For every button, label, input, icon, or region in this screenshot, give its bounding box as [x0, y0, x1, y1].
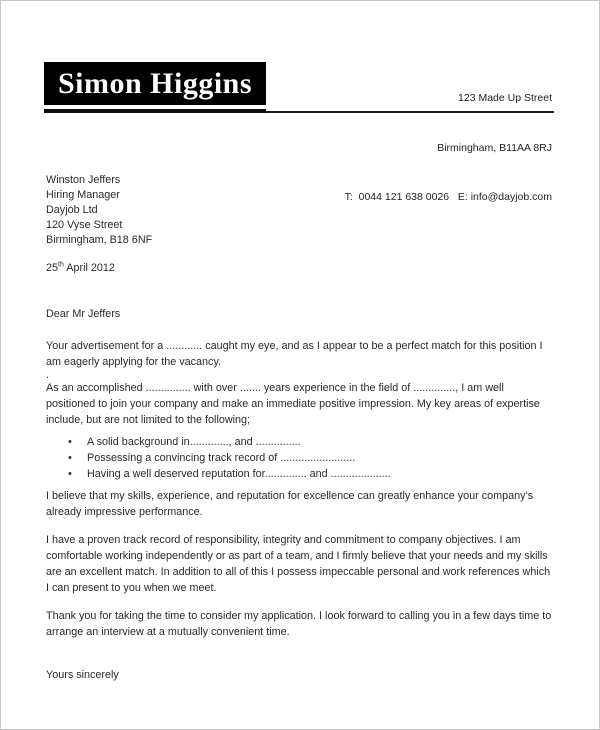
recipient-title: Hiring Manager: [46, 189, 120, 201]
paragraph-thank-you: Thank you for taking the time to consider my application. I look forward to calling you in a few days time to arrange an interview at a mutually convenient time.: [46, 610, 552, 638]
bullet-item: [46, 450, 554, 466]
paragraph-experience: As an accomplished ............... with over ....... years experience in the field of .............., I am well positioned to join your company and make an immediate positive impression. My key areas of expertise include, but are not limited to the following;: [46, 382, 540, 426]
date-day: 25: [46, 262, 59, 274]
recipient-name: Winston Jeffers: [46, 174, 121, 186]
stray-period: .: [46, 369, 49, 381]
expertise-bullet-list: [46, 434, 554, 482]
recipient-company: Dayjob Ltd: [46, 204, 98, 216]
bullet-icon: [46, 450, 87, 466]
date-ordinal-suffix: th: [58, 261, 64, 269]
letterhead-name-box: [44, 62, 266, 105]
recipient-street: 120 Vyse Street: [46, 219, 123, 231]
letterhead-name: Simon Higgins: [57, 66, 253, 100]
bullet-item: [46, 466, 554, 482]
paragraph-track-record: I have a proven track record of responsibility, integrity and commitment to company objectives. I am comfortable working independently or as part of a team, and I firmly believe that your needs and my skills are an excellent match. In addition to all of this I possess impeccable personal and work references which I can present to you when we meet.: [46, 534, 551, 594]
bullet-item: [46, 434, 554, 450]
closing-sign-off: Yours sincerely: [46, 669, 119, 681]
sender-phone-email: T: 0044 121 638 0026 E: info@dayjob.com: [344, 191, 552, 203]
paragraph-intro: Your advertisement for a ............ caught my eye, and as I appear to be a perfect match for this position I am eagerly applying for the vacancy.: [46, 340, 543, 368]
paragraph-skills: I believe that my skills, experience, and reputation for excellence can greatly enhance your company’s already impressive performance.: [46, 490, 534, 518]
bullet-text: Possessing a convincing track record of .........................: [87, 452, 356, 464]
salutation: Dear Mr Jeffers: [46, 308, 121, 320]
recipient-city: Birmingham, B18 6NF: [46, 234, 153, 246]
letter-date: [46, 261, 554, 276]
bullet-text: A solid background in............., and ...............: [87, 436, 301, 448]
sender-address-line2: Birmingham, B11AA 8RJ: [437, 141, 552, 154]
letter-body: [46, 167, 554, 683]
bullet-text: Having a well deserved reputation for.............. and ....................: [87, 468, 391, 480]
bullet-icon: [46, 466, 87, 482]
sender-address-line1: 123 Made Up Street: [458, 92, 552, 104]
recipient-address-block: [46, 167, 554, 248]
letterhead-divider-thick: [44, 109, 266, 113]
date-month-year: April 2012: [63, 262, 115, 274]
bullet-icon: [46, 434, 87, 450]
